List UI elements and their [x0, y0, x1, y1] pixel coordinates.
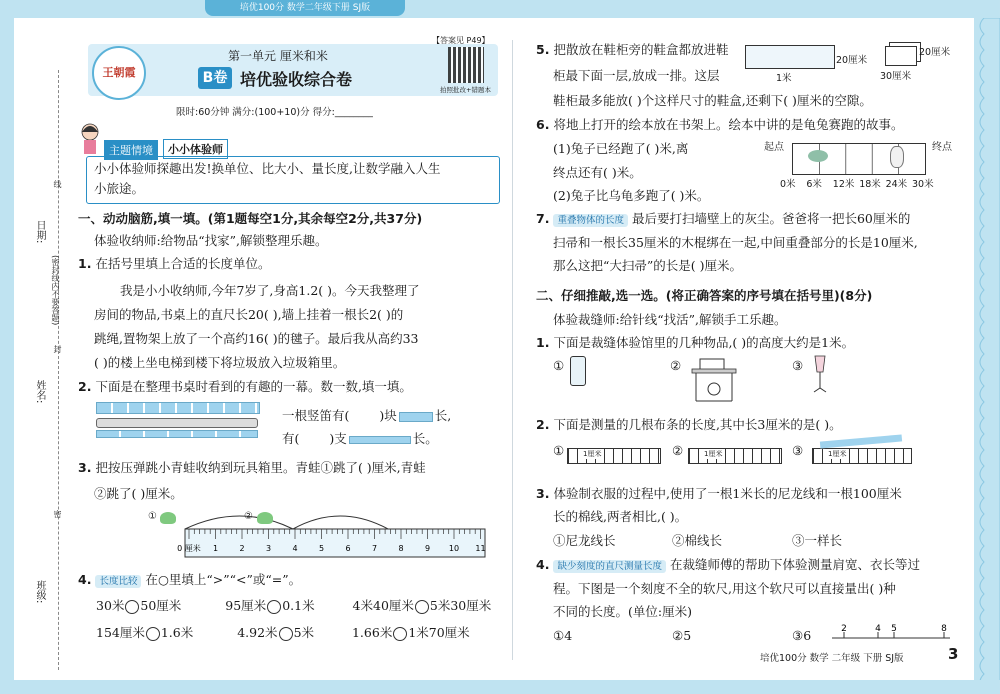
ruler-tick-label: 1: [212, 544, 219, 553]
ruler-tick-label: 2: [239, 544, 245, 553]
frog-ruler-figure: [145, 505, 505, 565]
c2-opt-1[interactable]: ①: [553, 443, 565, 458]
c3-line-2: 长的棉线,两者相比,( )。: [553, 509, 688, 524]
q5-line-1: [536, 40, 728, 60]
race-mark-label: 6米: [806, 179, 822, 190]
frog2-icon: [257, 512, 273, 524]
c2-unit-2: 1厘米: [704, 450, 723, 458]
shoe-cabinet: [745, 45, 835, 69]
c3-opt-1[interactable]: ①尼龙线长: [553, 533, 616, 548]
c1-title: [536, 333, 854, 353]
q2-line-2c: 长。: [412, 431, 438, 446]
compare-circle[interactable]: [146, 627, 160, 641]
logo-text: 王朝霞: [102, 66, 136, 79]
c4-number: 4.: [536, 557, 550, 572]
q1-title: [78, 254, 270, 274]
q2-line-1: [282, 406, 451, 426]
q4-r2-a: 154厘米: [96, 625, 145, 640]
soft-ruler-label: 4: [875, 624, 881, 634]
q6-line-1: [536, 115, 903, 135]
q4-row-2: [96, 623, 470, 643]
cloth-ruler-2: [688, 448, 782, 464]
q4-number: 4.: [78, 572, 92, 587]
c2-opt-2[interactable]: ②: [672, 443, 684, 458]
q6-line-2: (1)兔子已经跑了( )米,离: [553, 141, 689, 156]
c4-opt-3[interactable]: ③6: [792, 628, 812, 643]
q4-r1-a: 30米: [96, 598, 125, 613]
q5-line-1-text: 把散放在鞋柜旁的鞋盒都放进鞋: [553, 42, 729, 57]
q2-title: [78, 377, 412, 397]
exam-meta: 限时:60分钟 满分:(100+10)分 得分:________: [176, 107, 373, 118]
q7-line-1: [536, 209, 910, 231]
race-mark-label: 12米: [832, 179, 855, 190]
series-banner: 培优100分 数学二年级下册 SJ版: [205, 0, 405, 16]
soft-ruler-label: 8: [941, 624, 947, 634]
name-label: 姓名:: [34, 380, 45, 404]
theme-text-1: 小小体验师探趣出发!换单位、比大小、量长度,让数学融入人生: [94, 161, 441, 176]
paper-title: 培优验收综合卷: [240, 70, 353, 89]
jump-arcs: [185, 516, 388, 529]
qr-code[interactable]: [448, 47, 484, 83]
answer-ref: 【答案见 P49】: [432, 36, 490, 45]
compare-circle[interactable]: [279, 627, 293, 641]
shoe-box: [885, 46, 917, 66]
ruler-tick-label: 9: [424, 544, 431, 553]
stick-icon: [349, 436, 411, 444]
q7-number: 7.: [536, 211, 550, 226]
ruler-tick-label: 7: [371, 544, 378, 553]
q4-r1-d: 0.1米: [282, 598, 315, 613]
block-row: [96, 402, 260, 414]
girl-illustration: [78, 122, 102, 156]
q3-line-2: ②跳了( )厘米。: [94, 486, 183, 501]
c3-number: 3.: [536, 486, 550, 501]
section2-intro: 体验裁缝师:给针线“找活”,解锁手工乐趣。: [553, 312, 787, 327]
q4-r2-c: 4.92米: [237, 625, 278, 640]
compare-circle[interactable]: [125, 600, 139, 614]
frog1-label: ①: [148, 511, 157, 522]
q5-line-2: 柜最下面一层,放成一排。这层: [553, 68, 720, 83]
class-label: 班级:: [34, 580, 45, 604]
right-wave-border: [974, 18, 1000, 682]
date-label: 日期:: [34, 220, 45, 244]
block-icon: [399, 412, 433, 422]
q4-row-1: [96, 596, 491, 616]
ruler-tick-label: 5: [318, 544, 325, 553]
q1-number: 1.: [78, 256, 92, 271]
bottom-wave-border: [0, 680, 1000, 694]
compare-circle[interactable]: [393, 627, 407, 641]
c4-line-1: [536, 555, 920, 577]
q4-r2-d: 5米: [293, 625, 315, 640]
q4-r2-b: 1.6米: [160, 625, 194, 640]
q2-number: 2.: [78, 379, 92, 394]
q4-r1-c: 95厘米: [225, 598, 267, 613]
c1-number: 1.: [536, 335, 550, 350]
c4-opt-2[interactable]: ②5: [672, 628, 692, 643]
q2-line-2b: )支: [329, 431, 347, 446]
recorder-flute: [96, 418, 258, 428]
c4-tag: 缺少刻度的直尺测量长度: [553, 560, 666, 573]
q5-line-3: 鞋柜最多能放( )个这样尺寸的鞋盒,还剩下( )厘米的空隙。: [553, 93, 872, 108]
c1-opt-1[interactable]: ①: [553, 358, 565, 373]
q1-line-1: 我是小小收纳师,今年7岁了,身高1.2( )。今天我整理了: [120, 283, 420, 298]
c2-number: 2.: [536, 417, 550, 432]
cloth-ruler-1: [567, 448, 661, 464]
q4-tag: 长度比较: [95, 575, 141, 588]
ruler-tick-label: 6: [345, 544, 351, 553]
c3-opt-3[interactable]: ③一样长: [792, 533, 843, 548]
q1-title-text: 在括号里填上合适的长度单位。: [95, 256, 271, 271]
c1-opt-3[interactable]: ③: [792, 358, 804, 373]
compare-circle[interactable]: [267, 600, 281, 614]
ruler-tick-label: 0 厘米: [177, 544, 201, 553]
box-height-label: 20厘米: [919, 47, 951, 58]
section2-title: 二、仔细推敲,选一选。(将正确答案的序号填在括号里)(8分): [536, 288, 873, 303]
tortoise-icon: [808, 150, 828, 162]
theme-name: 小小体验师: [163, 139, 228, 159]
c2-title: [536, 415, 842, 435]
q3-number: 3.: [78, 460, 92, 475]
soft-ruler-label: 5: [891, 624, 897, 634]
q3-line-1-text: 把按压弹跳小青蛙收纳到玩具箱里。青蛙①跳了( )厘米,青蛙: [95, 460, 426, 475]
soft-ruler: [832, 622, 950, 646]
c4-line-2: 程。下图是一个刻度不全的软尺,用这个软尺可以直接量出( )种: [553, 581, 896, 596]
q2-line-1a: 一根竖笛有(: [282, 408, 350, 423]
rabbit-icon: [890, 146, 904, 168]
q7-line-3: 那么这把“大扫帚”的长是( )厘米。: [553, 258, 743, 273]
race-mark-label: 0米: [780, 179, 796, 190]
race-start: 起点: [764, 142, 784, 153]
c3-line-1-text: 体验制衣服的过程中,使用了一根1米长的尼龙线和一根100厘米: [553, 486, 902, 501]
seal-notice: (密封线内不要答题): [51, 255, 60, 326]
q2-line-2: [282, 429, 438, 449]
q6-number: 6.: [536, 117, 550, 132]
box-width-label: 30厘米: [880, 71, 912, 82]
page-number: 3: [948, 645, 959, 663]
theme-label: 主题情境: [104, 140, 158, 160]
q4-r2-f: 1米70厘米: [408, 625, 470, 640]
q4-r1-e: 4米40厘米: [352, 598, 414, 613]
c1-opt-2[interactable]: ②: [670, 358, 682, 373]
thread-spool-icon: [570, 356, 586, 386]
ruler-tick-label: 11: [475, 544, 486, 553]
c4-opt-1[interactable]: ①4: [553, 628, 573, 643]
q4-r1-f: 5米30厘米: [429, 598, 492, 613]
q4-r1-b: 50厘米: [140, 598, 182, 613]
soft-ruler-label: 2: [841, 624, 847, 634]
volume-badge: B卷: [198, 67, 232, 89]
c4-line-3: 不同的长度。(单位:厘米): [553, 604, 692, 619]
c2-unit-1: 1厘米: [583, 450, 602, 458]
q7-tag: 重叠物体的长度: [553, 214, 628, 227]
ruler-tick-label: 10: [448, 544, 460, 553]
seal-line-mark: 线: [53, 180, 62, 188]
footer-text: 培优100分 数学 二年级 下册 SJ版: [760, 653, 904, 664]
section1-title: 一、动动脑筋,填一填。(第1题每空1分,其余每空2分,共37分): [78, 211, 423, 226]
section1-intro: 体验收纳师:给物品“找家”,解锁整理乐趣。: [94, 233, 328, 248]
q2-line-2a: 有(: [282, 431, 300, 446]
ruler-tick-label: 4: [292, 544, 298, 553]
frog2-label: ②: [244, 511, 253, 522]
c4-line-1-text: 在裁缝师傅的帮助下体验测量肩宽、衣长等过: [669, 557, 920, 572]
q3-line-1: [78, 458, 426, 478]
theme-text-2: 小旅途。: [94, 181, 145, 196]
q5-number: 5.: [536, 42, 550, 57]
ruler-tick-label: 8: [398, 544, 404, 553]
stick-row: [96, 430, 258, 438]
seal-secret-mark: 密: [53, 510, 62, 518]
brand-logo: [92, 46, 146, 100]
cabinet-height-label: 20厘米: [836, 55, 868, 66]
q1-line-4: ( )的楼上坐电梯到楼下将垃圾放入垃圾箱里。: [94, 355, 346, 370]
q4-r2-e: 1.66米: [351, 625, 393, 640]
q7-line-1-text: 最后要打扫墙壁上的灰尘。爸爸将一把长60厘米的: [631, 211, 911, 226]
column-divider: [512, 40, 513, 660]
c2-title-text: 下面是测量的几根布条的长度,其中长3厘米的是( )。: [553, 417, 842, 432]
q4-title: [78, 570, 301, 592]
binding-line: [58, 70, 59, 670]
c1-title-text: 下面是裁缝体验馆里的几种物品,( )的高度大约是1米。: [553, 335, 855, 350]
q6-line-3: 终点还有( )米。: [553, 165, 642, 180]
unit-title: 第一单元 厘米和米: [228, 49, 328, 63]
cabinet-width-label: 1米: [776, 73, 792, 84]
q7-line-2: 扫帚和一根长35厘米的木棍绑在一起,中间重叠部分的长是10厘米,: [553, 235, 918, 250]
c3-opt-2[interactable]: ②棉线长: [672, 533, 723, 548]
c3-line-1: [536, 484, 902, 504]
q2-line-1b: )块: [379, 408, 397, 423]
q1-line-2: 房间的物品,书桌上的直尺长20( ),墙上挂着一根长2( )的: [94, 307, 404, 322]
q4-title-text: 在○里填上“>”“<”或“=”。: [145, 572, 302, 587]
ruler-tick-label: 3: [265, 544, 272, 553]
compare-circle[interactable]: [415, 600, 429, 614]
c2-unit-3: 1厘米: [828, 450, 847, 458]
q2-line-1c: 长,: [434, 408, 452, 423]
q2-title-text: 下面是在整理书桌时看到的有趣的一幕。数一数,填一填。: [95, 379, 412, 394]
race-mark-label: 18米: [859, 179, 881, 190]
cloth-ruler-3: [812, 448, 912, 464]
q6-line-4: (2)兔子比乌龟多跑了( )米。: [553, 188, 710, 203]
q1-line-3: 跳绳,置物架上放了一个高约16( )的毽子。最后我从高约33: [94, 331, 419, 346]
race-mark-label: 30米: [912, 179, 934, 190]
race-mark-label: 24米: [885, 179, 908, 190]
sewing-machine-icon: [688, 355, 740, 405]
dress-form-icon: [812, 354, 828, 394]
race-end: 终点: [932, 142, 952, 153]
frog1-icon: [160, 512, 176, 524]
qr-caption: 拍照批改+错题本: [440, 86, 491, 94]
c2-opt-3[interactable]: ③: [792, 443, 804, 458]
q6-line-1-text: 将地上打开的绘本放在书架上。绘本中讲的是龟兔赛跑的故事。: [553, 117, 904, 132]
seal-seal-mark: 封: [53, 345, 62, 353]
ruler-body: [185, 529, 485, 557]
